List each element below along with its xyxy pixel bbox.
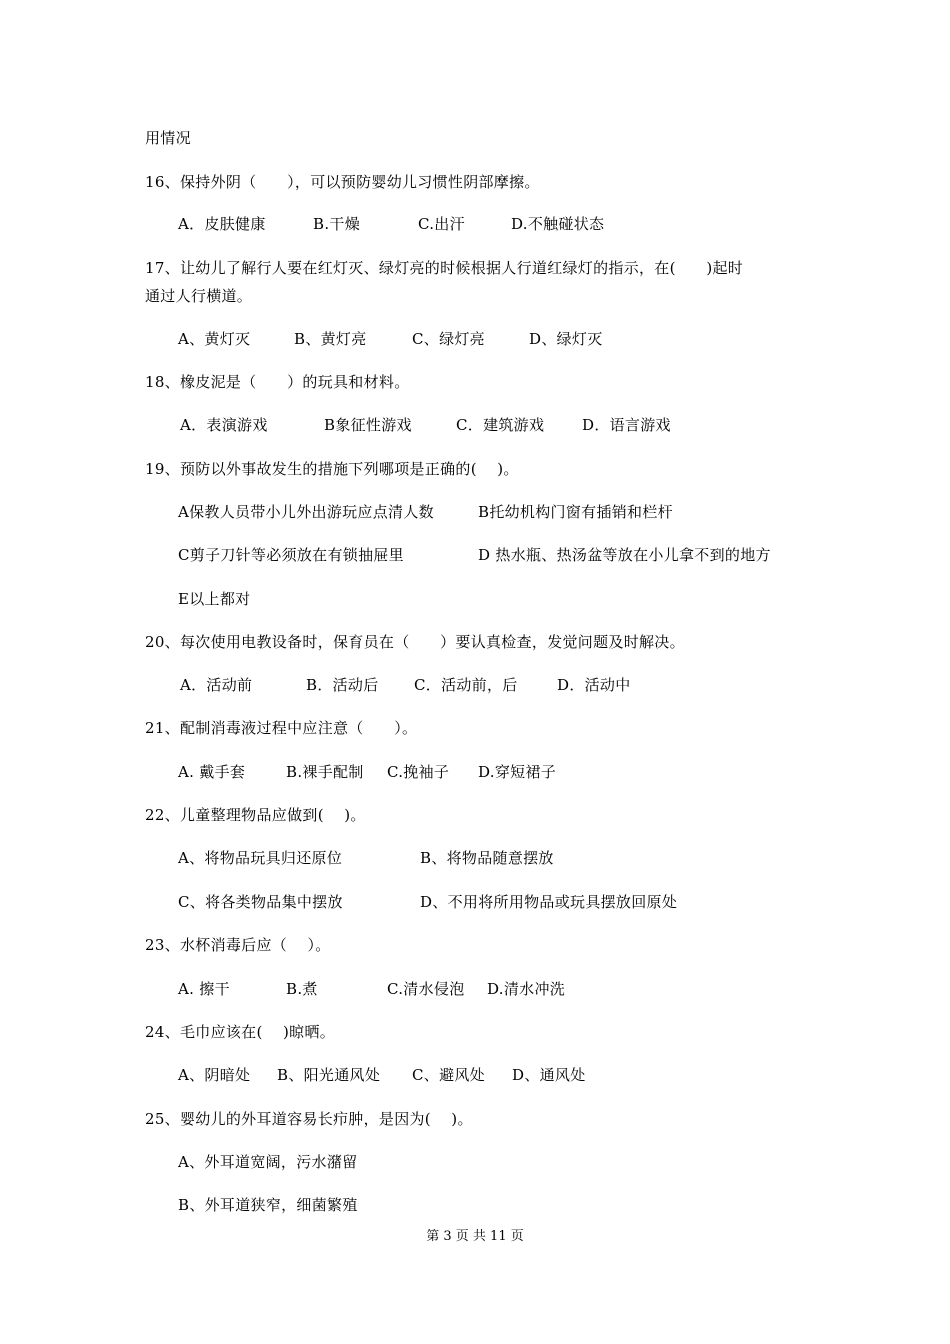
question-24-option-b: B、阳光通风处 xyxy=(277,1066,381,1084)
question-18-option-c: C．建筑游戏 xyxy=(456,416,545,434)
question-22-option-a: A、将物品玩具归还原位 xyxy=(178,849,343,867)
question-21-option-a: A. 戴手套 xyxy=(178,763,246,781)
question-18-stem: 18、橡皮泥是（ ）的玩具和材料。 xyxy=(145,373,410,391)
question-16-option-a: A．皮肤健康 xyxy=(178,215,266,233)
question-23-option-b: B.煮 xyxy=(286,980,318,998)
question-18-option-d: D．语言游戏 xyxy=(582,416,671,434)
question-23-stem: 23、水杯消毒后应（ ）。 xyxy=(145,936,331,954)
question-20-stem: 20、每次使用电教设备时，保育员在（ ）要认真检查，发觉问题及时解决。 xyxy=(145,633,685,651)
question-20-option-a: A．活动前 xyxy=(180,676,253,694)
question-23-option-c: C.清水侵泡 xyxy=(387,980,465,998)
question-21-stem: 21、配制消毒液过程中应注意（ ）。 xyxy=(145,719,418,737)
question-18-option-b: B象征性游戏 xyxy=(324,416,412,434)
question-17-option-d: D、绿灯灭 xyxy=(529,330,603,348)
question-19-option-a: A保教人员带小儿外出游玩应点清人数 xyxy=(178,503,434,521)
question-22-option-b: B、将物品随意摆放 xyxy=(420,849,554,867)
question-24-option-a: A、阴暗处 xyxy=(178,1066,251,1084)
question-19-option-c: C剪子刀针等必须放在有锁抽屉里 xyxy=(178,546,404,564)
page-footer: 第 3 页 共 11 页 xyxy=(426,1229,524,1244)
question-19-stem: 19、预防以外事故发生的措施下列哪项是正确的( )。 xyxy=(145,460,519,478)
question-17-option-b: B、黄灯亮 xyxy=(294,330,367,348)
question-21-option-c: C.挽袖子 xyxy=(387,763,450,781)
question-18-option-a: A．表演游戏 xyxy=(180,416,268,434)
question-22-stem: 22、儿童整理物品应做到( )。 xyxy=(145,806,366,824)
question-17-option-c: C、绿灯亮 xyxy=(412,330,485,348)
question-24-option-c: C、避风处 xyxy=(412,1066,485,1084)
question-22-option-c: C、将各类物品集中摆放 xyxy=(178,893,343,911)
question-19-option-e: E以上都对 xyxy=(178,590,251,608)
question-16-option-b: B.干燥 xyxy=(313,215,360,233)
question-17-option-a: A、黄灯灭 xyxy=(178,330,251,348)
question-20-option-b: B．活动后 xyxy=(306,676,379,694)
question-23-option-d: D.清水冲洗 xyxy=(487,980,566,998)
question-24-option-d: D、通风处 xyxy=(512,1066,586,1084)
question-25-option-b: B、外耳道狭窄，细菌繁殖 xyxy=(178,1196,358,1214)
question-16-option-d: D.不触碰状态 xyxy=(511,215,605,233)
question-20-option-c: C．活动前，后 xyxy=(414,676,518,694)
question-25-stem: 25、婴幼儿的外耳道容易长疖肿，是因为( )。 xyxy=(145,1110,473,1128)
question-23-option-a: A. 擦干 xyxy=(178,980,230,998)
question-17-stem-line1: 17、让幼儿了解行人要在红灯灭、绿灯亮的时候根据人行道红绿灯的指示，在( )起时 xyxy=(145,259,744,277)
question-25-option-a: A、外耳道宽阔，污水潴留 xyxy=(178,1153,358,1171)
question-19-option-d: D 热水瓶、热汤盆等放在小儿拿不到的地方 xyxy=(478,546,771,564)
question-20-option-d: D．活动中 xyxy=(557,676,631,694)
question-21-option-b: B.裸手配制 xyxy=(286,763,364,781)
question-17-stem-line2: 通过人行横道。 xyxy=(145,287,253,305)
question-16-stem: 16、保持外阴（ ），可以预防婴幼儿习惯性阴部摩擦。 xyxy=(145,173,540,191)
question-22-option-d: D、不用将所用物品或玩具摆放回原处 xyxy=(420,893,678,911)
question-21-option-d: D.穿短裙子 xyxy=(478,763,557,781)
question-24-stem: 24、毛巾应该在( )晾晒。 xyxy=(145,1023,336,1041)
continuation-text: 用情况 xyxy=(145,129,191,147)
question-19-option-b: B托幼机构门窗有插销和栏杆 xyxy=(478,503,673,521)
question-16-option-c: C.出汗 xyxy=(418,215,465,233)
